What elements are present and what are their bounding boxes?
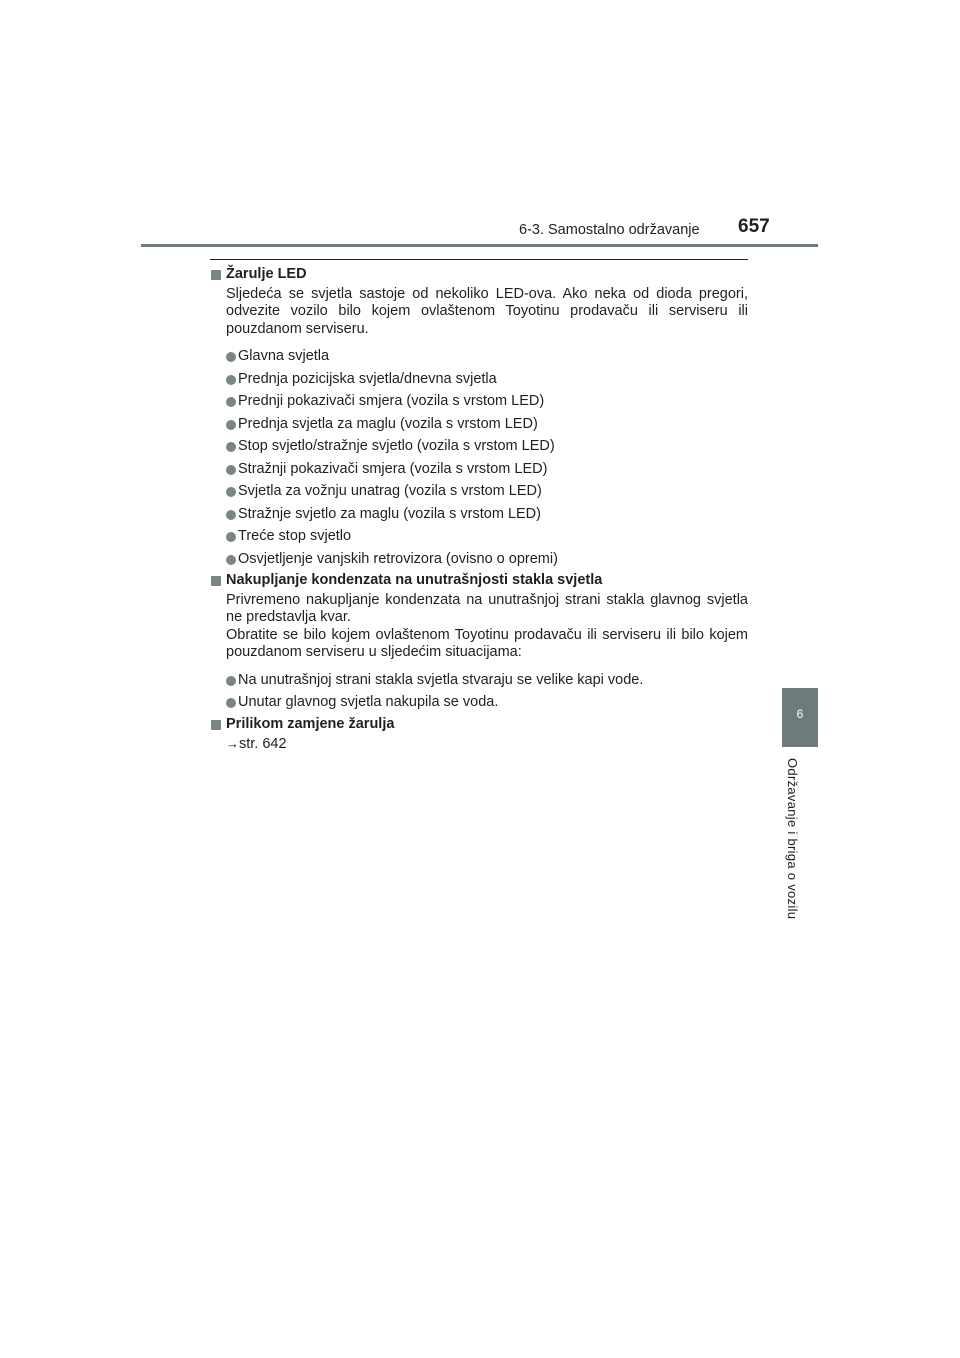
heading-text: Nakupljanje kondenzata na unutrašnjosti stakla svjetla [226,572,603,588]
round-bullet-icon [226,352,236,362]
round-bullet-icon [226,676,236,686]
list-item-text: Stop svjetlo/stražnje svjetlo (vozila s vrstom LED) [238,438,555,454]
list-item-text: Prednji pokazivači smjera (vozila s vrstom LED) [238,393,545,409]
square-bullet-icon [211,720,221,730]
page-content [210,266,748,754]
section-heading-condensation [210,572,748,590]
list-item [226,348,748,366]
round-bullet-icon [226,510,236,520]
page-reference-link[interactable] [226,735,748,754]
round-bullet-icon [226,420,236,430]
round-bullet-icon [226,375,236,385]
list-item-text: Stražnje svjetlo za maglu (vozila s vrstom LED) [238,505,541,522]
list-item-text: Na unutrašnjoj strani stakla svjetla stvaraju se velike kapi vode. [238,671,644,688]
chapter-title: Održavanje i briga o vozilu [785,758,800,920]
round-bullet-icon [226,555,236,565]
round-bullet-icon [226,487,236,497]
list-item-text: Svjetla za vožnju unatrag (vozila s vrstom LED) [238,483,542,499]
list-item [226,506,748,524]
reference-text: str. 642 [239,736,287,752]
list-item-text: Treće stop svjetlo [238,528,352,544]
list-item-text: Stražnji pokazivači smjera (vozila s vrstom LED) [238,460,548,477]
arrow-right-icon: → [226,736,239,751]
chapter-tab[interactable] [782,688,818,747]
list-item-text: Prednja pozicijska svjetla/dnevna svjetla [238,370,497,387]
round-bullet-icon [226,532,236,542]
list-item [226,371,748,389]
round-bullet-icon [226,465,236,475]
list-item [226,483,748,501]
list-item [226,672,748,690]
list-item [226,694,748,712]
square-bullet-icon [211,270,221,280]
list-item [226,438,748,456]
round-bullet-icon [226,442,236,452]
header-rule [141,244,818,247]
list-item-text: Osvjetljenje vanjskih retrovizora (ovisno o opremi) [238,550,558,567]
list-item [226,551,748,569]
list-item [226,528,748,546]
list-item [226,416,748,434]
paragraph: Obratite se bilo kojem ovlaštenom Toyotinu prodavaču ili serviseru ili bilo kojem pouzdanom serviseru u sljedećim situacijama: [226,626,748,660]
chapter-number: 6 [796,707,804,721]
list-item-text: Unutar glavnog svjetla nakupila se voda. [238,694,499,710]
heading-text: Žarulje LED [226,266,307,282]
list-item [226,461,748,479]
list-item-text: Glavna svjetla [238,348,330,364]
square-bullet-icon [211,576,221,586]
paragraph: Sljedeća se svjetla sastoje od nekoliko LED-ova. Ako neka od dioda pregori, odvezite vozilo bilo kojem ovlaštenom Toyotinu prodavaču ili serviseru ili pouzdanom serviseru. [226,285,748,337]
list-item-text: Prednja svjetla za maglu (vozila s vrstom LED) [238,415,538,432]
round-bullet-icon [226,397,236,407]
list-item [226,393,748,411]
paragraph: Privremeno nakupljanje kondenzata na unutrašnjoj strani stakla glavnog svjetla ne predstavlja kvar. [226,591,748,625]
page-number: 657 [738,216,770,237]
section-heading-bulb-replacement [210,716,748,734]
heading-text: Prilikom zamjene žarulja [226,715,395,732]
section-title: 6-3. Samostalno održavanje [519,222,700,238]
round-bullet-icon [226,698,236,708]
content-top-rule [210,259,748,260]
section-heading-led-bulbs [210,266,748,284]
